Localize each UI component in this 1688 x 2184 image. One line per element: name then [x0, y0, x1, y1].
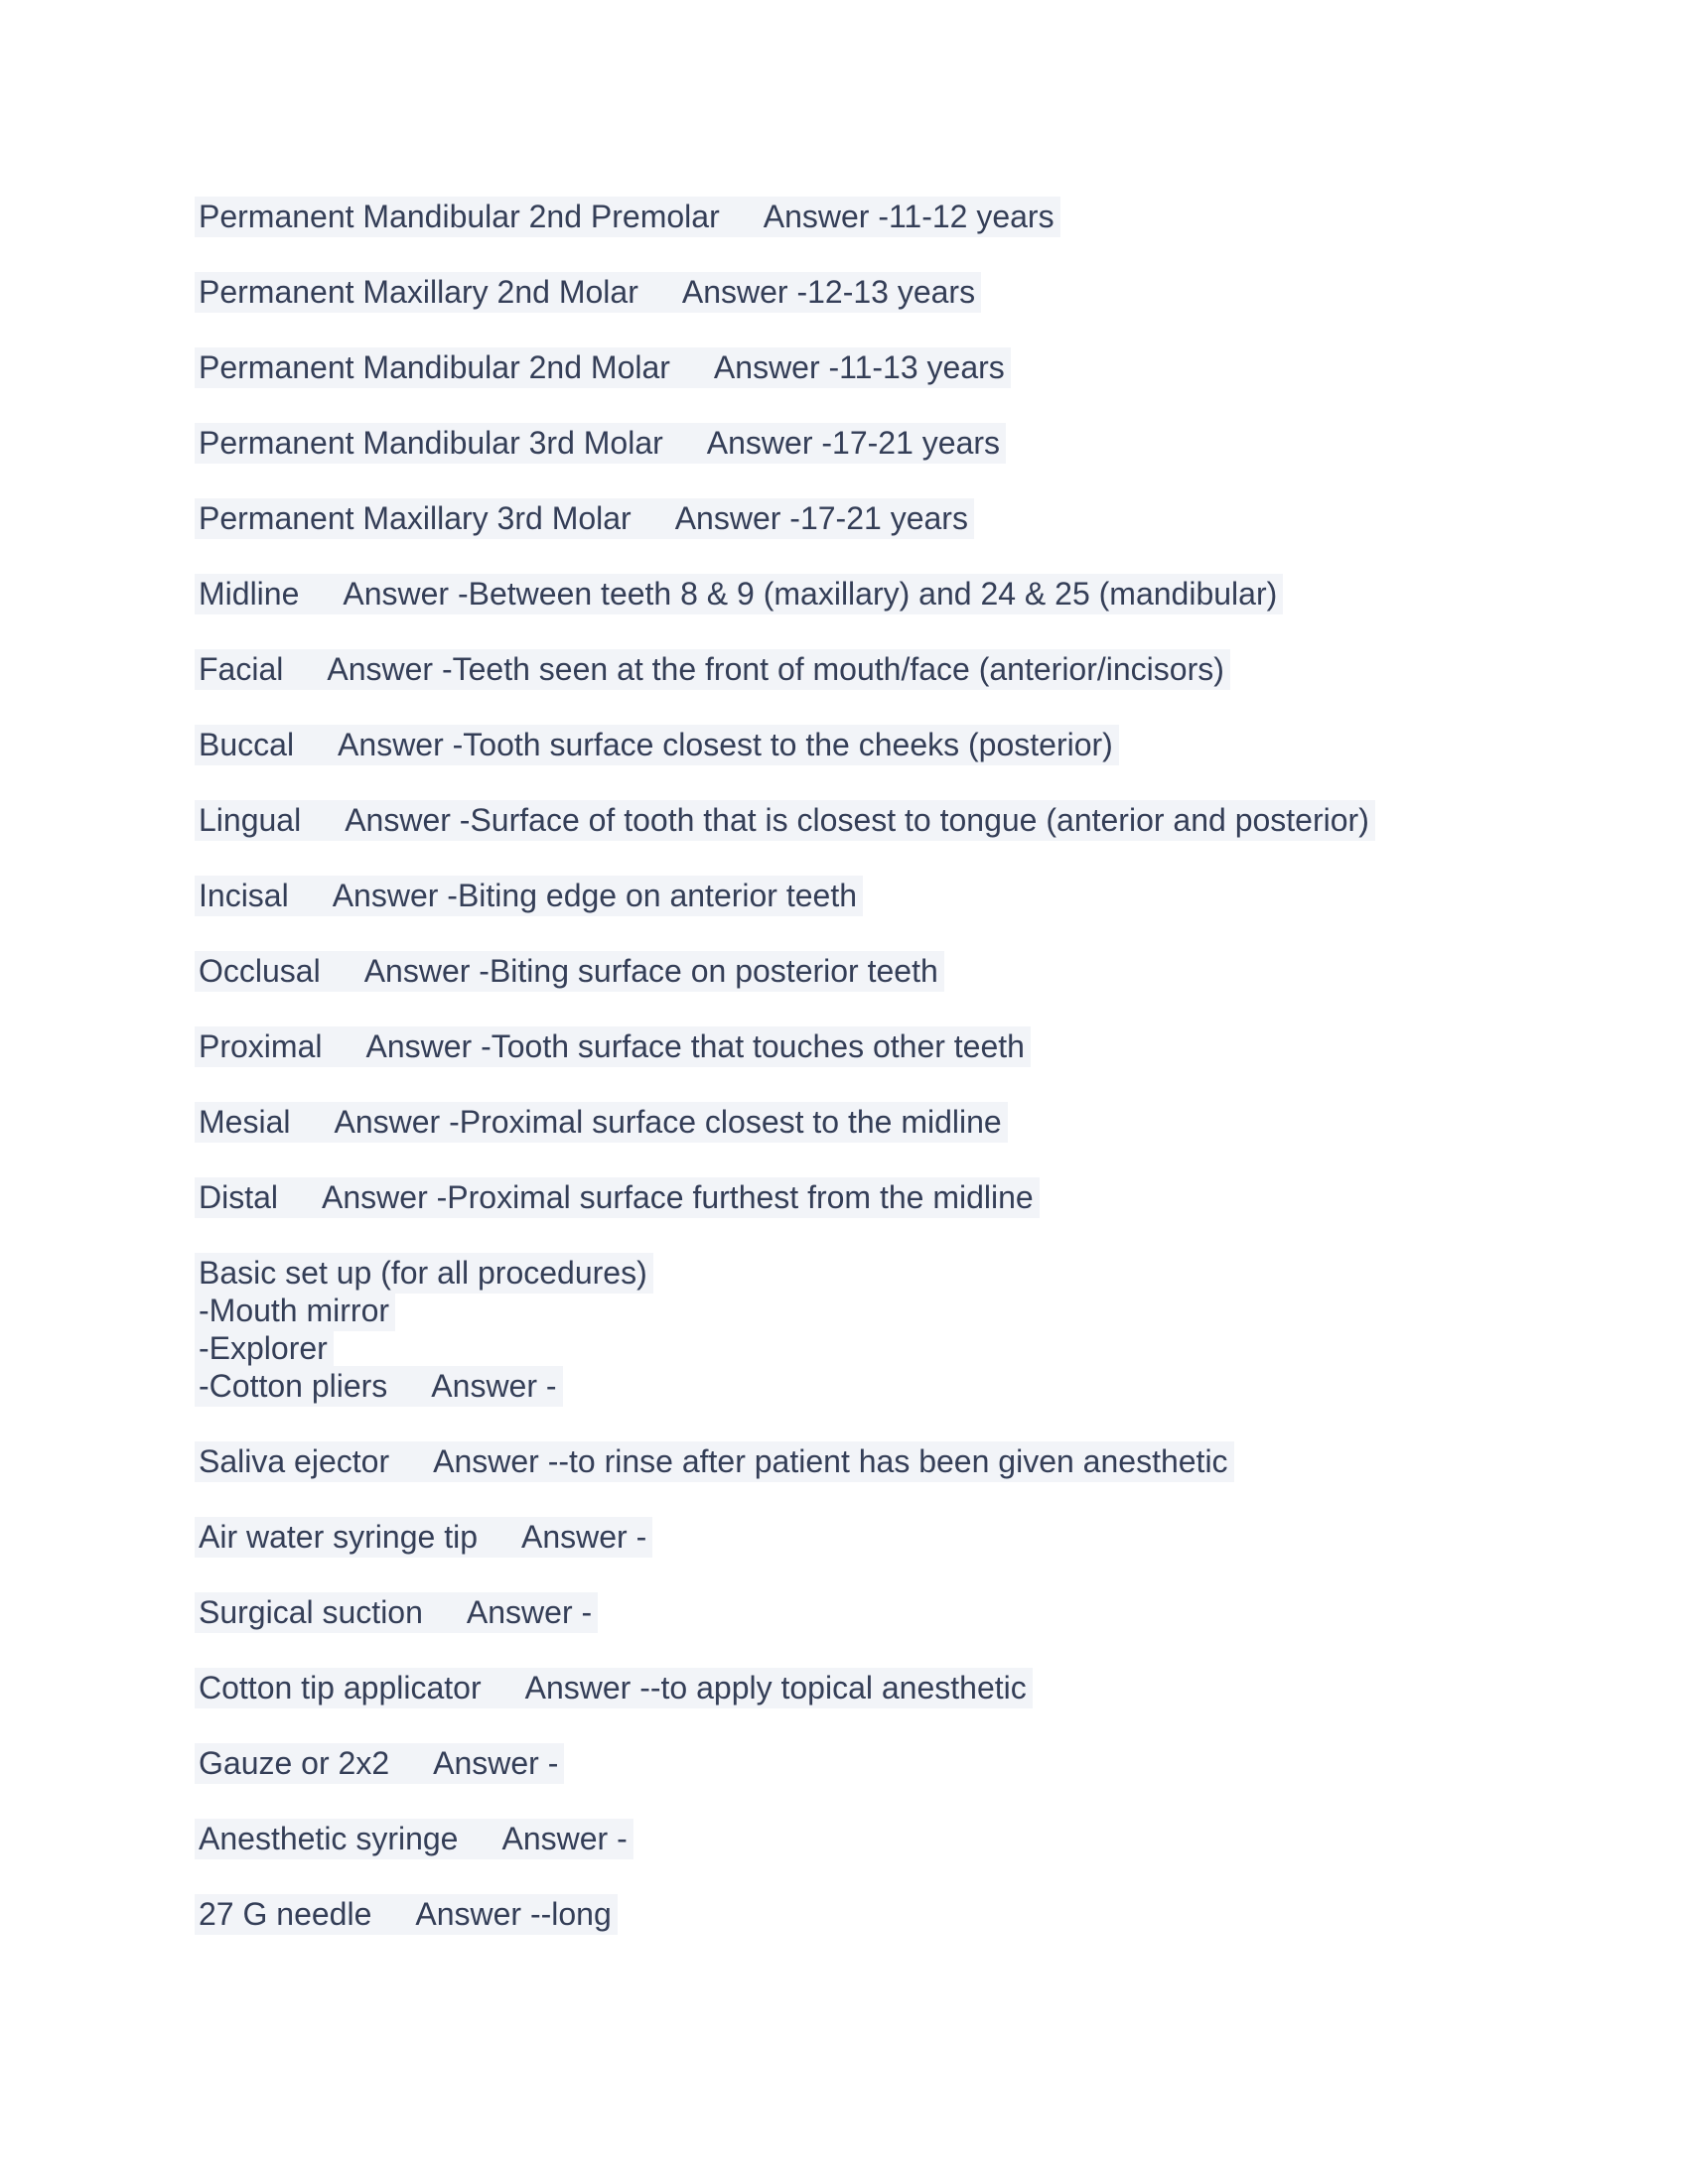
term-text: Cotton tip applicator — [199, 1670, 482, 1706]
qa-line — [195, 1518, 1628, 1556]
qa-line — [195, 1744, 1628, 1782]
highlight-run — [195, 574, 1283, 614]
term-answer-gap — [321, 981, 364, 982]
term-text: Permanent Mandibular 2nd Molar — [199, 349, 670, 385]
highlight-run — [195, 1592, 598, 1633]
qa-line — [195, 1895, 1628, 1933]
highlight-run — [195, 347, 1011, 388]
answer-text: Answer -Tooth surface closest to the cheeks (posterior) — [338, 727, 1113, 762]
highlight-run — [195, 1253, 653, 1294]
qa-line — [195, 726, 1628, 763]
qa-line — [195, 1593, 1628, 1631]
term-answer-gap — [371, 1924, 415, 1925]
term-answer-gap — [294, 754, 338, 755]
term-text: Permanent Mandibular 2nd Premolar — [199, 199, 720, 234]
answer-text: Answer - — [520, 1519, 647, 1555]
term-text: Incisal — [199, 878, 289, 913]
answer-text: Answer -11-12 years — [763, 199, 1055, 234]
term-answer-gap — [423, 1622, 467, 1623]
qa-block-basic-setup — [195, 1254, 1628, 1405]
answer-text: Answer - — [501, 1821, 628, 1856]
term-text: Mesial — [199, 1104, 291, 1140]
answer-text: Answer - — [466, 1594, 593, 1630]
qa-line — [195, 1178, 1628, 1216]
qa-line — [195, 424, 1628, 462]
term-text: Occlusal — [199, 953, 321, 989]
term-answer-gap — [322, 1056, 365, 1057]
answer-text: Answer -Surface of tooth that is closest to tongue (anterior and posterior) — [345, 802, 1369, 838]
qa-line — [195, 801, 1628, 839]
highlight-run — [195, 876, 863, 916]
qa-line — [195, 575, 1628, 613]
term-answer-gap — [663, 453, 707, 454]
term-text: Buccal — [199, 727, 295, 762]
term-answer-gap — [301, 830, 345, 831]
term-text: Surgical suction — [199, 1594, 423, 1630]
highlight-run — [195, 1743, 564, 1784]
term-answer-gap — [478, 1547, 521, 1548]
highlight-run — [195, 1102, 1008, 1143]
answer-text: Answer -12-13 years — [681, 274, 976, 310]
highlight-run — [195, 1668, 1033, 1708]
term-text: Permanent Maxillary 2nd Molar — [199, 274, 638, 310]
term-text: Permanent Maxillary 3rd Molar — [199, 500, 632, 536]
term-answer-gap — [299, 604, 343, 605]
qa-line — [195, 877, 1628, 914]
highlight-run — [195, 197, 1060, 237]
highlight-run — [195, 1366, 563, 1407]
qa-line — [195, 1027, 1628, 1065]
highlight-run — [195, 498, 974, 539]
term-answer-gap — [458, 1848, 501, 1849]
answer-text: Answer - — [431, 1368, 557, 1404]
highlight-run — [195, 1328, 334, 1369]
qa-line — [195, 1103, 1628, 1141]
answer-text: Answer --to apply topical anesthetic — [524, 1670, 1027, 1706]
term-answer-gap — [389, 1471, 433, 1472]
term-answer-gap — [290, 1132, 334, 1133]
term-text: Distal — [199, 1179, 279, 1215]
term-text: 27 G needle — [199, 1896, 372, 1932]
highlight-run — [195, 1517, 652, 1558]
term-answer-gap — [289, 905, 333, 906]
term-text: Saliva ejector — [199, 1443, 390, 1479]
qa-line — [195, 1669, 1628, 1706]
answer-text: Answer -Biting edge on anterior teeth — [332, 878, 858, 913]
answer-text: Answer --long — [415, 1896, 612, 1932]
highlight-run — [195, 649, 1230, 690]
answer-text: Answer -Between teeth 8 & 9 (maxillary) and 24 & 25 (mandibular) — [343, 576, 1278, 612]
answer-text: Answer -11-13 years — [713, 349, 1005, 385]
answer-text: Answer - — [433, 1745, 559, 1781]
term-text: Proximal — [199, 1028, 323, 1064]
term-answer-gap — [283, 679, 327, 680]
term-text: Permanent Mandibular 3rd Molar — [199, 425, 663, 461]
highlight-run — [195, 1291, 395, 1331]
highlight-run — [195, 272, 981, 313]
highlight-run — [195, 800, 1375, 841]
answer-text: Answer --to rinse after patient has been given anesthetic — [433, 1443, 1228, 1479]
answer-text: Answer -Proximal surface closest to the midline — [334, 1104, 1002, 1140]
block-line-text: Basic set up (for all procedures) — [199, 1255, 647, 1291]
highlight-run — [195, 1177, 1040, 1218]
term-text: Midline — [199, 576, 300, 612]
answer-text: Answer -Biting surface on posterior teeth — [363, 953, 938, 989]
term-text: Facial — [199, 651, 284, 687]
highlight-run — [195, 1819, 633, 1859]
highlight-run — [195, 1026, 1031, 1067]
qa-line — [195, 273, 1628, 311]
term-answer-gap — [389, 1773, 433, 1774]
qa-line — [195, 650, 1628, 688]
term-text: Air water syringe tip — [199, 1519, 478, 1555]
term-answer-gap — [670, 377, 714, 378]
answer-text: Answer -Tooth surface that touches other teeth — [365, 1028, 1025, 1064]
term-answer-gap — [720, 226, 764, 227]
term-text: Lingual — [199, 802, 302, 838]
highlight-run — [195, 1441, 1234, 1482]
highlight-run — [195, 1894, 618, 1935]
highlight-run — [195, 951, 944, 992]
term-answer-gap — [482, 1698, 525, 1699]
block-line-text: -Explorer — [199, 1330, 328, 1366]
qa-line — [195, 1442, 1628, 1480]
answer-text: Answer -Proximal surface furthest from the midline — [322, 1179, 1034, 1215]
term-text: Anesthetic syringe — [199, 1821, 459, 1856]
term-answer-gap — [632, 528, 675, 529]
qa-line — [195, 348, 1628, 386]
qa-line — [195, 1820, 1628, 1857]
term-text: Gauze or 2x2 — [199, 1745, 390, 1781]
term-answer-gap — [638, 302, 682, 303]
qa-line — [195, 952, 1628, 990]
highlight-run — [195, 725, 1119, 765]
answer-text: Answer -17-21 years — [706, 425, 1001, 461]
term-answer-gap — [278, 1207, 322, 1208]
qa-line — [195, 499, 1628, 537]
answer-text: Answer -17-21 years — [674, 500, 968, 536]
term-answer-gap — [387, 1396, 431, 1397]
term-text: -Cotton pliers — [199, 1368, 388, 1404]
answer-text: Answer -Teeth seen at the front of mouth/face (anterior/incisors) — [327, 651, 1224, 687]
qa-line — [195, 198, 1628, 235]
highlight-run — [195, 423, 1006, 464]
block-line-text: -Mouth mirror — [199, 1293, 390, 1328]
